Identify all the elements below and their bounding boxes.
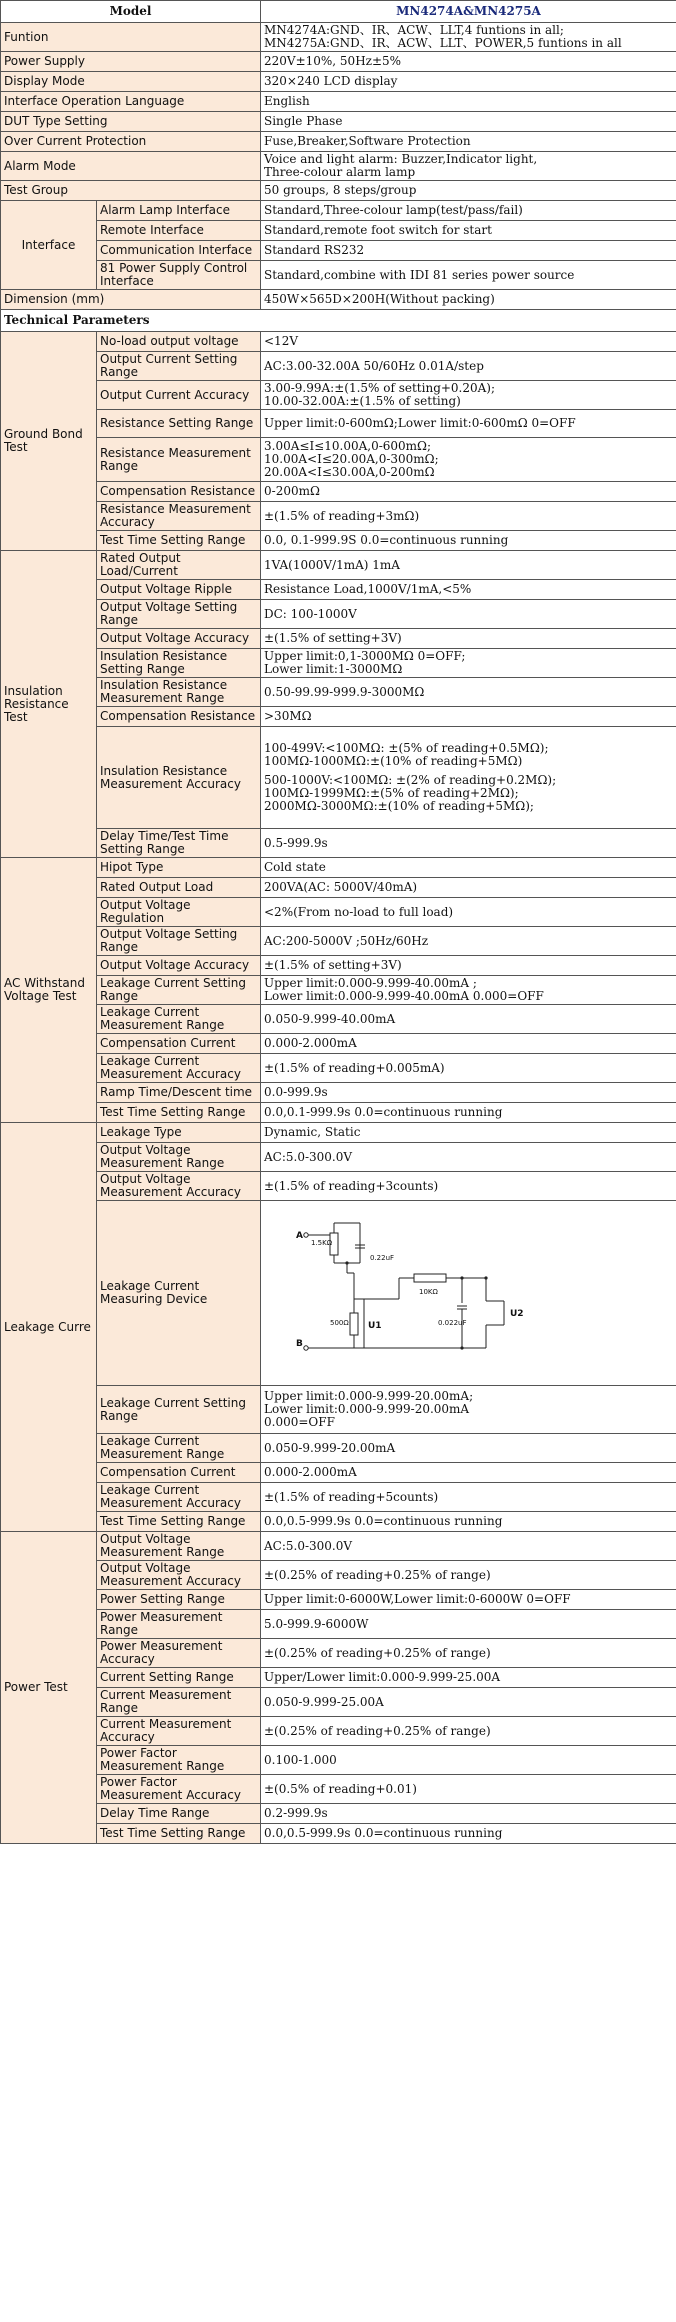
test-row	[1, 1804, 676, 1824]
test-param-value: 1VA(1000V/1mA) 1mA	[261, 551, 676, 580]
value-line: Lower limit:1-3000MΩ	[264, 662, 403, 676]
terminal-a	[304, 1233, 308, 1237]
interface-label: Alarm Lamp Interface	[97, 201, 261, 221]
test-param-value	[261, 381, 676, 410]
value-line: Lower limit:0.000-9.999-20.00mA	[264, 1402, 470, 1416]
test-param-value: 5.0-999.9-6000W	[261, 1610, 676, 1639]
dimension-value: 450W×565D×200H(Without packing)	[261, 290, 676, 310]
test-param-label: Power Factor Measurement Accuracy	[97, 1775, 261, 1804]
spec-row	[1, 92, 676, 112]
test-param-label: Output Voltage Measurement Accuracy	[97, 1561, 261, 1590]
interface-value: Standard RS232	[261, 241, 676, 261]
test-row	[1, 649, 676, 678]
test-param-label: Output Voltage Ripple	[97, 580, 261, 600]
test-param-label: Power Setting Range	[97, 1590, 261, 1610]
dimension-label: Dimension (mm)	[1, 290, 261, 310]
test-param-label: Ramp Time/Descent time	[97, 1083, 261, 1103]
test-row	[1, 1746, 676, 1775]
test-param-value: 0.0,0.1-999.9s 0.0=continuous running	[261, 1103, 676, 1123]
test-param-label: Leakage Current Setting Range	[97, 1386, 261, 1434]
test-param-value: ±(0.5% of reading+0.01)	[261, 1775, 676, 1804]
value-line: 500-1000V:<100MΩ: ±(2% of reading+0.2MΩ);	[264, 773, 557, 787]
test-param-value: AC:200-5000V ;50Hz/60Hz	[261, 927, 676, 956]
test-param-value	[261, 727, 676, 829]
test-row	[1, 678, 676, 707]
test-row	[1, 410, 676, 438]
value-line: 0.000=OFF	[264, 1415, 335, 1429]
test-param-label: Output Voltage Measurement Range	[97, 1143, 261, 1172]
test-param-value: AC:5.0-300.0V	[261, 1532, 676, 1561]
test-param-value: 0-200mΩ	[261, 482, 676, 502]
terminal-b-label: B	[296, 1339, 303, 1349]
test-param-value: 0.2-999.9s	[261, 1804, 676, 1824]
resistor-1k5-label: 1.5KΩ	[311, 1239, 333, 1247]
test-param-label: Delay Time/Test Time Setting Range	[97, 829, 261, 858]
test-param-value: ±(1.5% of reading+3mΩ)	[261, 502, 676, 531]
test-param-value: ±(0.25% of reading+0.25% of range)	[261, 1639, 676, 1668]
spec-value: 50 groups, 8 steps/group	[261, 181, 676, 201]
capacitor-022-label: 0.22uF	[370, 1254, 395, 1262]
test-param-label: Insulation Resistance Measurement Range	[97, 678, 261, 707]
test-param-label: Delay Time Range	[97, 1804, 261, 1824]
interface-row	[1, 221, 676, 241]
test-row	[1, 1005, 676, 1034]
test-param-value	[261, 438, 676, 482]
test-param-label: Compensation Resistance	[97, 482, 261, 502]
test-param-label: Current Measurement Range	[97, 1688, 261, 1717]
test-row	[1, 502, 676, 531]
test-row	[1, 531, 676, 551]
resistor-500-label: 500Ω	[330, 1319, 349, 1327]
spec-row	[1, 181, 676, 201]
test-param-value: 200VA(AC: 5000V/40mA)	[261, 878, 676, 898]
test-param-value: Dynamic, Static	[261, 1123, 676, 1143]
test-param-label: Output Voltage Measurement Range	[97, 1532, 261, 1561]
test-row	[1, 1775, 676, 1804]
model-label: Model	[1, 1, 261, 23]
test-param-label: Test Time Setting Range	[97, 1824, 261, 1844]
test-row	[1, 381, 676, 410]
spec-value	[261, 152, 676, 181]
test-param-label: Resistance Measurement Accuracy	[97, 502, 261, 531]
test-param-value: 0.000-2.000mA	[261, 1463, 676, 1483]
test-row	[1, 898, 676, 927]
interface-row	[1, 201, 676, 221]
interface-value: Standard,Three-colour lamp(test/pass/fail)	[261, 201, 676, 221]
spec-value: 220V±10%, 50Hz±5%	[261, 52, 676, 72]
spec-row	[1, 112, 676, 132]
test-param-value: 0.5-999.9s	[261, 829, 676, 858]
spec-value: Fuse,Breaker,Software Protection	[261, 132, 676, 152]
technical-title-row	[1, 310, 676, 332]
value-line: 10.00A<I≤20.00A,0-300mΩ;	[264, 452, 439, 466]
resistor-10k	[414, 1274, 446, 1282]
test-param-label: Leakage Current Setting Range	[97, 976, 261, 1005]
test-row	[1, 1610, 676, 1639]
test-row	[1, 858, 676, 878]
test-row	[1, 580, 676, 600]
leakage-measuring-circuit-diagram	[264, 1203, 542, 1383]
test-param-label: Leakage Current Measurement Range	[97, 1005, 261, 1034]
test-row	[1, 551, 676, 580]
value-line: 100-499V:<100MΩ: ±(5% of reading+0.5MΩ);	[264, 741, 549, 755]
test-param-value: 0.050-9.999-40.00mA	[261, 1005, 676, 1034]
value-line: Upper limit:0.000-9.999-40.00mA ;	[264, 976, 477, 990]
leakage-measuring-device-cell	[261, 1201, 676, 1386]
test-param-value: 0.0-999.9s	[261, 1083, 676, 1103]
test-row	[1, 1463, 676, 1483]
test-row	[1, 707, 676, 727]
test-param-label: Power Measurement Range	[97, 1610, 261, 1639]
test-param-label: Leakage Type	[97, 1123, 261, 1143]
model-value: MN4274A&MN4275A	[261, 1, 676, 23]
test-param-label: Compensation Current	[97, 1463, 261, 1483]
spec-label: Funtion	[1, 23, 261, 52]
test-param-label: Output Voltage Setting Range	[97, 600, 261, 629]
spec-row	[1, 52, 676, 72]
test-param-value: ±(1.5% of reading+3counts)	[261, 1172, 676, 1201]
test-row	[1, 1034, 676, 1054]
test-param-label: Compensation Resistance	[97, 707, 261, 727]
test-param-value: 0.0,0.5-999.9s 0.0=continuous running	[261, 1512, 676, 1532]
technical-parameters-title: Technical Parameters	[1, 310, 676, 332]
test-param-label: Test Time Setting Range	[97, 531, 261, 551]
test-group-label: Power Test	[1, 1532, 97, 1844]
test-param-value: ±(1.5% of setting+3V)	[261, 956, 676, 976]
interface-label: Remote Interface	[97, 221, 261, 241]
test-param-value: 0.000-2.000mA	[261, 1034, 676, 1054]
test-row	[1, 956, 676, 976]
test-row	[1, 976, 676, 1005]
spec-row	[1, 132, 676, 152]
test-param-label: Output Voltage Measurement Accuracy	[97, 1172, 261, 1201]
test-row	[1, 1532, 676, 1561]
test-group-label: AC Withstand Voltage Test	[1, 858, 97, 1123]
test-group-label: Ground Bond Test	[1, 332, 97, 551]
test-row	[1, 878, 676, 898]
test-param-label: Leakage Current Measurement Range	[97, 1434, 261, 1463]
dimension-row	[1, 290, 676, 310]
test-param-label: Insulation Resistance Measurement Accuracy	[97, 727, 261, 829]
value-line: 2000MΩ-3000MΩ:±(10% of reading+5MΩ);	[264, 799, 534, 813]
u1-label: U1	[368, 1321, 382, 1331]
test-param-value: Cold state	[261, 858, 676, 878]
test-param-label: Output Voltage Regulation	[97, 898, 261, 927]
test-param-label: Hipot Type	[97, 858, 261, 878]
test-param-label: Output Current Accuracy	[97, 381, 261, 410]
value-line: 100MΩ-1000MΩ:±(10% of reading+5MΩ)	[264, 754, 523, 768]
test-row	[1, 1054, 676, 1083]
test-row	[1, 1483, 676, 1512]
spec-label: DUT Type Setting	[1, 112, 261, 132]
test-row	[1, 1717, 676, 1746]
test-row	[1, 352, 676, 381]
circuit-junction	[460, 1346, 463, 1349]
header-row	[1, 1, 676, 23]
spec-label: Display Mode	[1, 72, 261, 92]
test-param-value: ±(1.5% of reading+5counts)	[261, 1483, 676, 1512]
test-param-value: 0.0,0.5-999.9s 0.0=continuous running	[261, 1824, 676, 1844]
test-row	[1, 1201, 676, 1386]
test-param-value: Upper/Lower limit:0.000-9.999-25.00A	[261, 1668, 676, 1688]
value-line: Upper limit:0,1-3000MΩ 0=OFF;	[264, 649, 466, 663]
test-row	[1, 1386, 676, 1434]
test-param-value	[261, 976, 676, 1005]
value-line: 20.00A<I≤30.00A,0-200mΩ	[264, 465, 435, 479]
value-line: Lower limit:0.000-9.999-40.00mA 0.000=OFF	[264, 989, 544, 1003]
test-row	[1, 482, 676, 502]
test-param-value: >30MΩ	[261, 707, 676, 727]
test-row	[1, 1688, 676, 1717]
test-param-value: 0.50-99.99-999.9-3000MΩ	[261, 678, 676, 707]
spec-value: English	[261, 92, 676, 112]
test-param-value: <2%(From no-load to full load)	[261, 898, 676, 927]
spec-label: Interface Operation Language	[1, 92, 261, 112]
test-param-value	[261, 1386, 676, 1434]
resistor-500	[350, 1313, 358, 1335]
test-param-value	[261, 649, 676, 678]
value-line: 3.00A≤I≤10.00A,0-600mΩ;	[264, 439, 432, 453]
test-group-label: Insulation Resistance Test	[1, 551, 97, 858]
test-param-label: Test Time Setting Range	[97, 1512, 261, 1532]
value-line: MN4274A:GND、IR、ACW、LLT,4 funtions in all;	[264, 23, 564, 37]
test-row	[1, 1512, 676, 1532]
test-row	[1, 1123, 676, 1143]
test-row	[1, 1143, 676, 1172]
test-param-label: Test Time Setting Range	[97, 1103, 261, 1123]
test-param-label: Output Voltage Accuracy	[97, 956, 261, 976]
test-param-label: Output Voltage Accuracy	[97, 629, 261, 649]
test-row	[1, 600, 676, 629]
test-param-label: Leakage Current Measurement Accuracy	[97, 1054, 261, 1083]
spec-row	[1, 23, 676, 52]
interface-label: Communication Interface	[97, 241, 261, 261]
u2-label: U2	[510, 1309, 524, 1319]
test-param-value: Upper limit:0-6000W,Lower limit:0-6000W 0=OFF	[261, 1590, 676, 1610]
test-row	[1, 1434, 676, 1463]
value-line: Voice and light alarm: Buzzer,Indicator light,	[264, 152, 538, 166]
value-line: 10.00-32.00A:±(1.5% of setting)	[264, 394, 461, 408]
spec-value	[261, 23, 676, 52]
test-param-label: Resistance Setting Range	[97, 410, 261, 438]
interface-label: 81 Power Supply Control Interface	[97, 261, 261, 290]
test-param-value: DC: 100-1000V	[261, 600, 676, 629]
value-line: 3.00-9.99A:±(1.5% of setting+0.20A);	[264, 381, 496, 395]
test-row	[1, 829, 676, 858]
test-param-value: Upper limit:0-600mΩ;Lower limit:0-600mΩ 0=OFF	[261, 410, 676, 438]
capacitor-0022-label: 0.022uF	[438, 1319, 467, 1327]
test-row	[1, 629, 676, 649]
test-param-label: Output Current Setting Range	[97, 352, 261, 381]
test-row	[1, 1668, 676, 1688]
interface-row	[1, 261, 676, 290]
test-param-label: Leakage Current Measuring Device	[97, 1201, 261, 1386]
test-param-value: <12V	[261, 332, 676, 352]
spec-value: Single Phase	[261, 112, 676, 132]
spec-label: Test Group	[1, 181, 261, 201]
test-param-label: Power Factor Measurement Range	[97, 1746, 261, 1775]
test-param-label: No-load output voltage	[97, 332, 261, 352]
test-param-label: Power Measurement Accuracy	[97, 1639, 261, 1668]
test-row	[1, 727, 676, 829]
test-group-label: Leakage Curre	[1, 1123, 97, 1532]
spec-row	[1, 152, 676, 181]
interface-row	[1, 241, 676, 261]
spec-label: Over Current Protection	[1, 132, 261, 152]
test-row	[1, 1590, 676, 1610]
test-row	[1, 1824, 676, 1844]
interface-group-label: Interface	[1, 201, 97, 290]
value-line: Upper limit:0.000-9.999-20.00mA;	[264, 1389, 474, 1403]
interface-value: Standard,remote foot switch for start	[261, 221, 676, 241]
test-row	[1, 1639, 676, 1668]
test-param-value: ±(1.5% of setting+3V)	[261, 629, 676, 649]
test-param-value: 0.050-9.999-25.00A	[261, 1688, 676, 1717]
test-row	[1, 1083, 676, 1103]
test-param-value: 0.100-1.000	[261, 1746, 676, 1775]
test-param-label: Output Voltage Setting Range	[97, 927, 261, 956]
value-line: Three-colour alarm lamp	[264, 165, 416, 179]
test-row	[1, 438, 676, 482]
test-param-value: AC:5.0-300.0V	[261, 1143, 676, 1172]
test-param-label: Resistance Measurement Range	[97, 438, 261, 482]
test-param-value: 0.050-9.999-20.00mA	[261, 1434, 676, 1463]
spec-table-body	[1, 1, 676, 1844]
test-row	[1, 332, 676, 352]
test-param-label: Rated Output Load	[97, 878, 261, 898]
test-row	[1, 1103, 676, 1123]
test-param-value: ±(0.25% of reading+0.25% of range)	[261, 1717, 676, 1746]
test-param-label: Compensation Current	[97, 1034, 261, 1054]
terminal-b	[304, 1346, 308, 1350]
test-param-value: Resistance Load,1000V/1mA,<5%	[261, 580, 676, 600]
resistor-10k-label: 10KΩ	[419, 1288, 438, 1296]
spec-label: Alarm Mode	[1, 152, 261, 181]
test-param-value: ±(1.5% of reading+0.005mA)	[261, 1054, 676, 1083]
test-param-label: Current Measurement Accuracy	[97, 1717, 261, 1746]
test-param-label: Leakage Current Measurement Accuracy	[97, 1483, 261, 1512]
spec-value: 320×240 LCD display	[261, 72, 676, 92]
test-param-label: Rated Output Load/Current	[97, 551, 261, 580]
test-param-value: AC:3.00-32.00A 50/60Hz 0.01A/step	[261, 352, 676, 381]
test-param-value: ±(0.25% of reading+0.25% of range)	[261, 1561, 676, 1590]
value-line: MN4275A:GND、IR、ACW、LLT、POWER,5 funtions in all	[264, 36, 622, 50]
test-row	[1, 1172, 676, 1201]
spec-row	[1, 72, 676, 92]
spec-label: Power Supply	[1, 52, 261, 72]
test-param-label: Insulation Resistance Setting Range	[97, 649, 261, 678]
test-param-label: Current Setting Range	[97, 1668, 261, 1688]
value-line: 100MΩ-1999MΩ:±(5% of reading+2MΩ);	[264, 786, 519, 800]
interface-value: Standard,combine with IDI 81 series power source	[261, 261, 676, 290]
test-row	[1, 927, 676, 956]
test-row	[1, 1561, 676, 1590]
terminal-a-label: A	[296, 1231, 303, 1241]
test-param-value: 0.0, 0.1-999.9S 0.0=continuous running	[261, 531, 676, 551]
